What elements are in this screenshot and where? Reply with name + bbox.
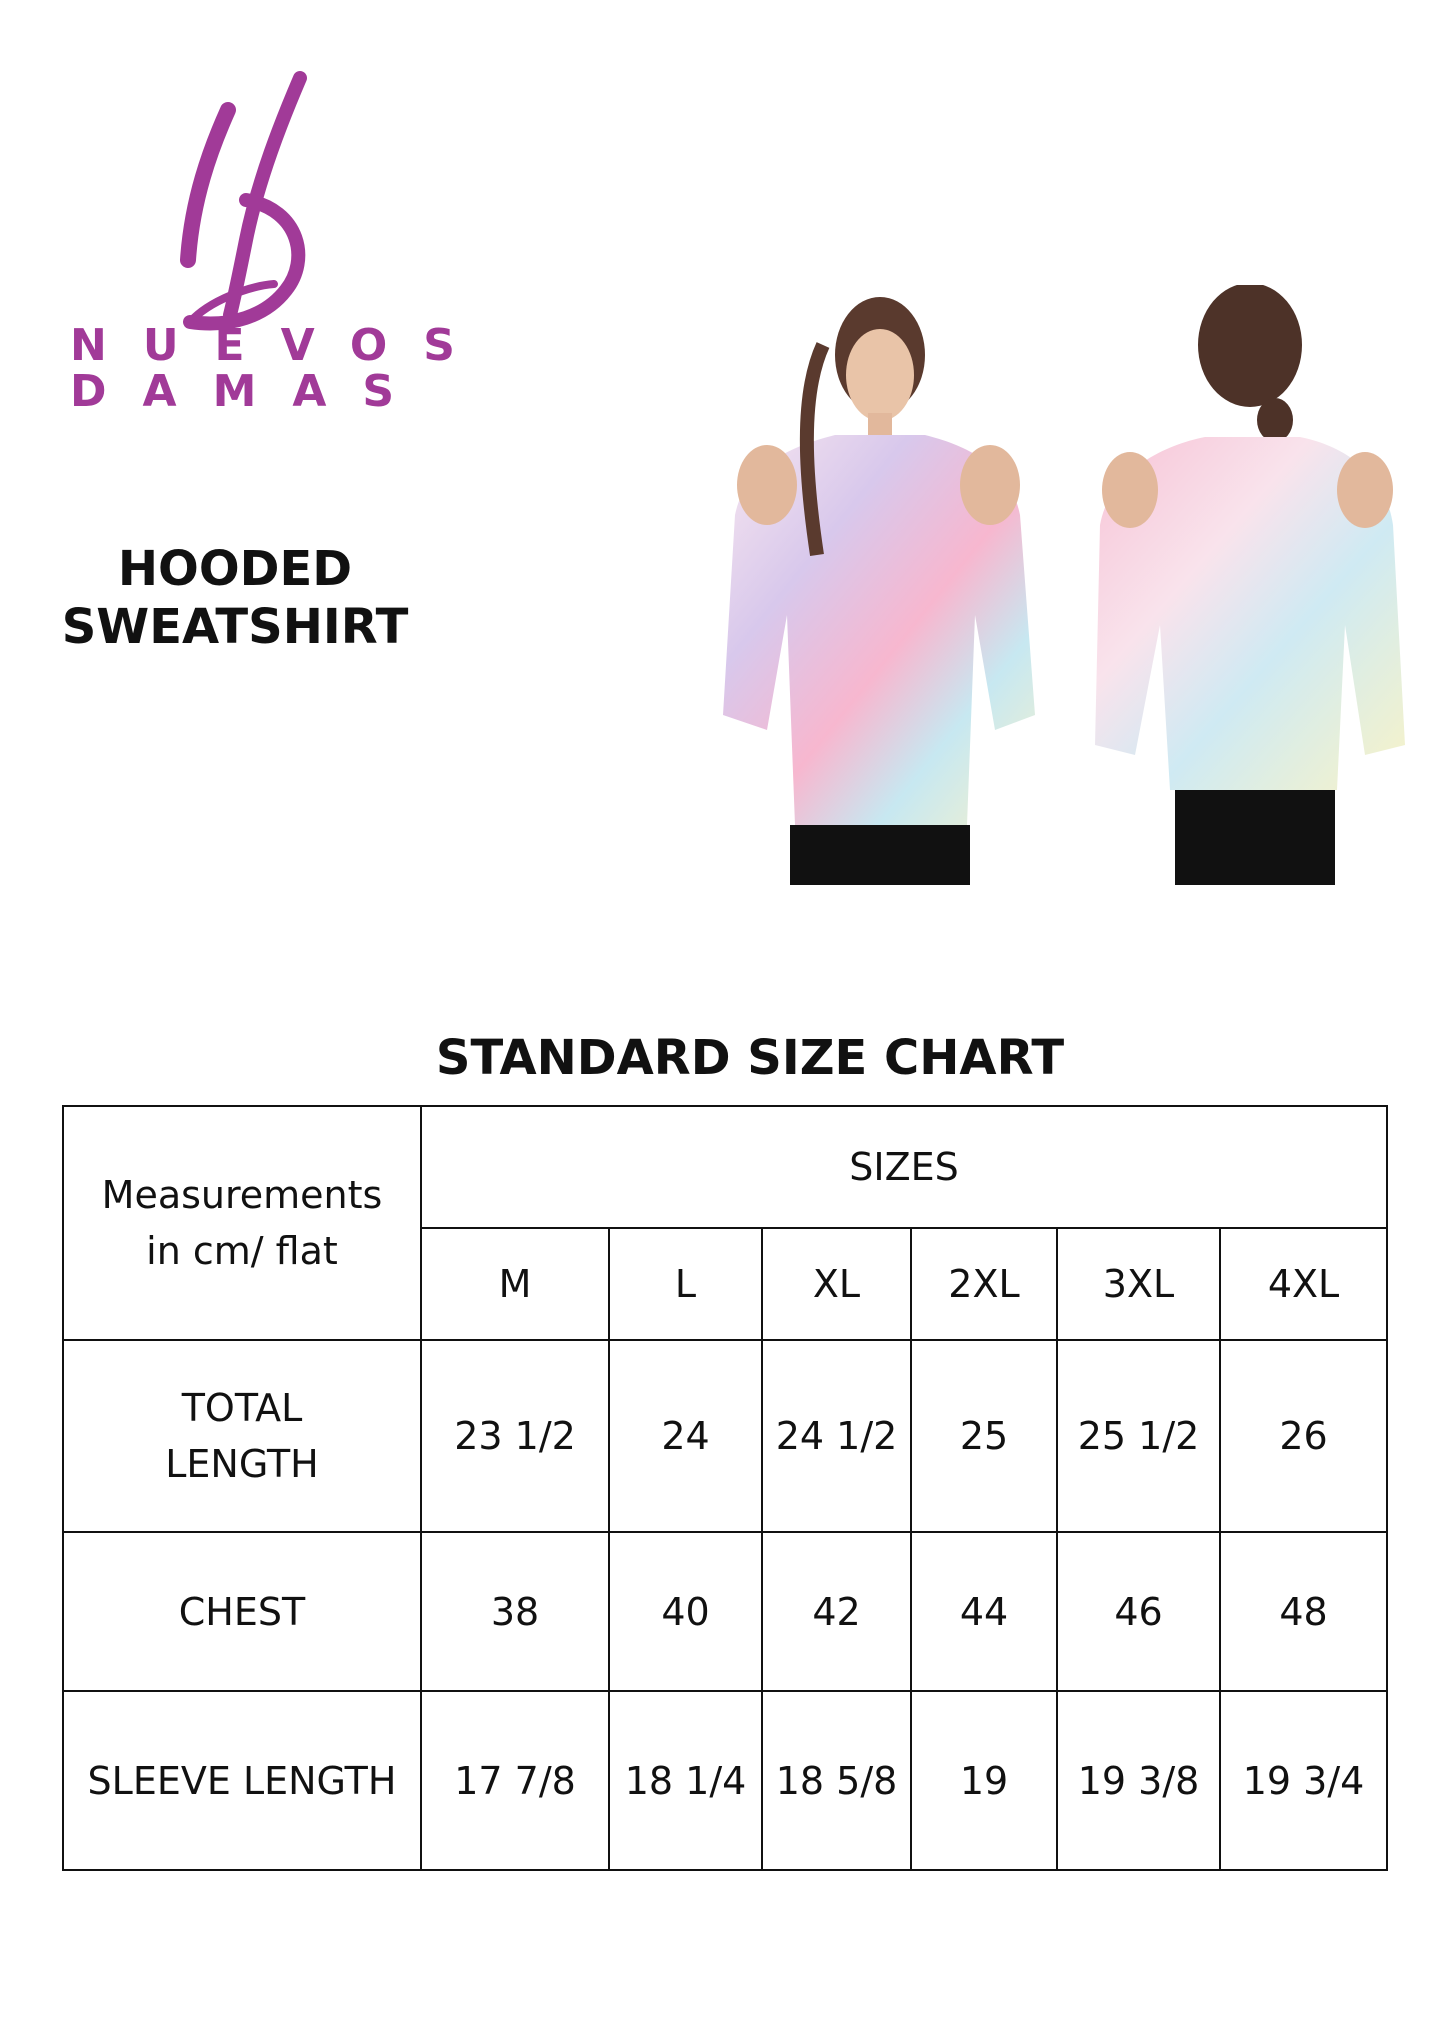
brand-name-line2: DAMAS	[70, 366, 431, 417]
size-label: 4XL	[1220, 1228, 1387, 1340]
product-title: HOODED SWEATSHIRT	[61, 541, 409, 655]
table-cell: 23 1/2	[421, 1340, 609, 1532]
row-label-sleeve-length: SLEEVE LENGTH	[63, 1691, 421, 1870]
table-row	[63, 1340, 1387, 1532]
table-cell: 44	[911, 1532, 1057, 1691]
row-label-total-length: TOTAL LENGTH	[63, 1340, 421, 1532]
measurements-label: Measurements in cm/ flat	[63, 1106, 421, 1340]
size-label: 3XL	[1057, 1228, 1220, 1340]
table-cell: 17 7/8	[421, 1691, 609, 1870]
sizes-header: SIZES	[421, 1106, 1387, 1228]
brand-name-line1: NUEVOS	[70, 320, 491, 371]
table-cell: 24	[609, 1340, 762, 1532]
table-cell: 18 1/4	[609, 1691, 762, 1870]
size-chart-table	[62, 1105, 1388, 1871]
table-cell: 19 3/8	[1057, 1691, 1220, 1870]
table-cell: 38	[421, 1532, 609, 1691]
table-cell: 40	[609, 1532, 762, 1691]
table-cell: 26	[1220, 1340, 1387, 1532]
table-cell: 46	[1057, 1532, 1220, 1691]
row-label-chest: CHEST	[63, 1532, 421, 1691]
table-header-row	[63, 1106, 1387, 1228]
table-row	[63, 1691, 1387, 1870]
model-front-photo	[705, 285, 1050, 885]
table-cell: 48	[1220, 1532, 1387, 1691]
table-row	[63, 1532, 1387, 1691]
model-back-photo	[1075, 285, 1415, 885]
table-cell: 42	[762, 1532, 911, 1691]
table-cell: 25 1/2	[1057, 1340, 1220, 1532]
size-label: L	[609, 1228, 762, 1340]
table-cell: 18 5/8	[762, 1691, 911, 1870]
size-label: 2XL	[911, 1228, 1057, 1340]
table-cell: 25	[911, 1340, 1057, 1532]
table-cell: 24 1/2	[762, 1340, 911, 1532]
size-label: M	[421, 1228, 609, 1340]
table-cell: 19 3/4	[1220, 1691, 1387, 1870]
table-cell: 19	[911, 1691, 1057, 1870]
size-label: XL	[762, 1228, 911, 1340]
size-chart-title: STANDARD SIZE CHART	[435, 1030, 1065, 1086]
